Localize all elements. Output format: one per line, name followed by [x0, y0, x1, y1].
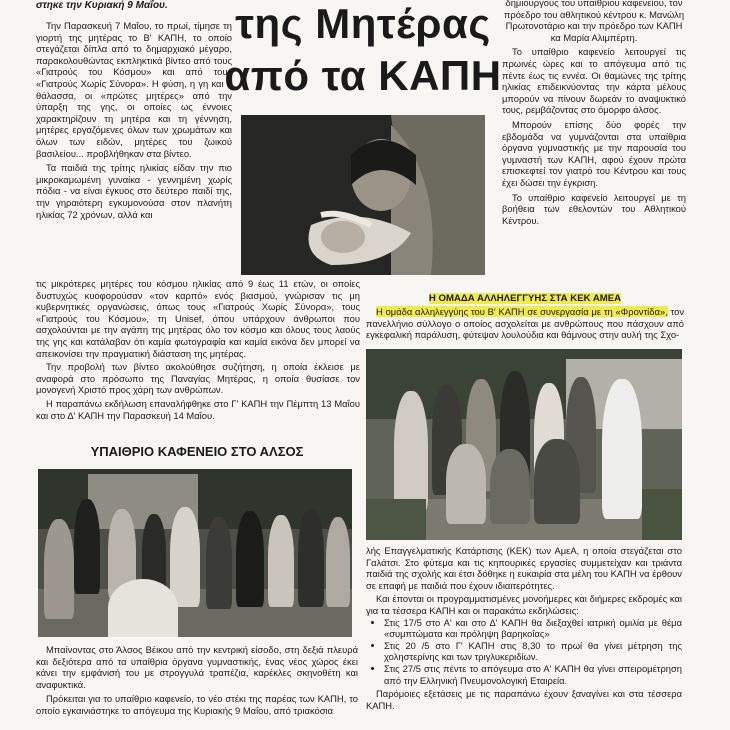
paragraph: Το υπαίθριο καφενείο λειτουργεί τις πρωινές ώρες και το απόγευμα από τις πέντε έως τις εννέα. Οι θαμώνες της τρίτης ηλικίας επιδεικνύοντας την κάρτα μέλους μπορούν να πίνουν δωρεάν το αναψυκτικό τους, ρεμβάζοντας στο όμορφο άλσος.: [502, 46, 686, 116]
paragraph: Πρόκειται για το υπαίθριο καφενείο, το νέο στέκι της παρέας των ΚΑΠΗ, το οποίο εγκαινιάστηκε το απόγευμα της Κυριακής 9 Μαΐου, από τριακόσια: [36, 693, 358, 716]
mother-and-baby-photo: [241, 115, 485, 275]
cafe-text-block: [36, 644, 358, 730]
headline-line-1: της Μητέρας: [235, 0, 491, 47]
person-figure: [206, 517, 232, 609]
highlighted-text: Η ομάδα αλληλεγγύης του Β' ΚΑΠΗ σε συνεργασία με τη «Φροντίδα»,: [376, 306, 668, 317]
subtitle-fragment: στηκε την Κυριακή 9 Μαΐου.: [36, 0, 168, 11]
intro-rest: τον πανελλήνιο σύλλογο ο οποίος ασχολείται με ανθρώπους που πάσχουν από εγκεφαλική παράλυση, φύτεψαν λουλούδια και θάμνους στην αυλή της Σχο-: [366, 306, 684, 341]
paragraph: Η παραπάνω εκδήλωση επαναλήφθηκε στο Γ' ΚΑΠΗ την Πέμπτη 13 Μαΐου και στο Δ' ΚΑΠΗ την Παρασκευή 14 Μαΐου.: [36, 397, 360, 421]
paragraph: τις μικρότερες μητέρες του κόσμου ηλικίας από 9 έως 11 ετών, οι οποίες δυστυχώς κυοφορούσαν «τον καρπό» ενός βιασμού, γνώρισαν τις μη κυβερνητικές οργανώσεις, όπως τους «Γιατρούς Χωρίς Σύνορα», τους «Γιατρούς του Κόσμου», τη Unisef, όπου υπάρχουν άνθρωποι που ασχολούνται με την αγάπη της μητέρας όλο τον κόσμο και όλους τους λαούς της γης και κατάλαβαν ότι καμία φωτογραφία και καμία εικόνα δεν μπορεί να απεικονίσει την πραγματική διάσταση της μητέρας.: [36, 278, 360, 359]
person-figure: [298, 509, 324, 607]
person-figure: [446, 444, 486, 524]
middle-text-block: [36, 278, 360, 436]
person-figure: [534, 439, 580, 524]
list-item: • Στις 20 /5 στο Γ' ΚΑΠΗ στις 8,30 το πρωί θα γίνει μέτρηση της χοληστερίνης και των τριγλυκεριδίων.: [384, 640, 682, 663]
paragraph: Μπαίνοντας στο Άλσος Βέικου από την κεντρική είσοδο, στη δεξιά πλευρά και δεξιότερα από τα υπαίθρια όργανα γυμναστικής, ένας νέος χώρος έκει κάνει την εμφάνισή του με στρογγυλά τραπέζια, καρέκλες σκηνοθέτη και αναφυκτικά.: [36, 644, 358, 690]
foreground-head: [108, 579, 178, 637]
paragraph: Την προβολή των βίντεο ακολούθησε συζήτηση, η οποία έκλεισε με αναφορά στο πρόσωπο της Παναγίας Μητέρας, η οποία θυσίασε τον μονογενή Χριστό προς χάρη των ανθρώπων.: [36, 361, 360, 396]
paragraph: Μπορούν επίσης δύο φορές την εβδομάδα να γυμνάζονται στα υπαίθρια όργανα γυμναστικής με την παρουσία του γυμναστή των ΚΑΠΗ, αφού έχουν πρώτα επισκεφτεί τον γιατρό του Κέντρου και τους έχει δώσει την έγκριση.: [502, 118, 686, 188]
amea-intro: [366, 306, 684, 346]
paragraph: Και έπονται οι προγραμματισμένες μονοήμερες και διήμερες εκδρομές και για τα τέσσερα ΚΑΠΗ και οι παρακάτω εκδηλώσεις:: [366, 593, 682, 616]
person-figure: [490, 449, 530, 524]
paragraph: Την Παρασκευή 7 Μαΐου, το πρωί, τίμησε τη γιορτή της μητέρας το Β' ΚΑΠΗ, το οποίο στεγάζεται δίπλα από το δημαρχιακό μέγαρο, παρακολουθώντας εκπληκτικά βίντεο από τους «Γιατρούς του Κόσμου» και από τους «Γιατρούς Χωρίς Σύνορα». Η φύση, η γη και η θάλασσα, οι «πρώτες μητέρες» από την ύπαρξη της γης, οι οποίες ως έννοιες χαρακτηρίζουν τη μητέρα και τη γέννηση, μητέρες εργαζόμενες όλων των χρωμάτων και όλων των ειδών, μητέρες του ζωικού βασιλείου... προβλήθηκαν στα βίντεο.: [36, 20, 232, 159]
amea-heading-text: Η ΟΜΑΔΑ ΑΛΛΗΛΕΓΓΥΗΣ ΣΤΑ ΚΕΚ ΑΜΕΑ: [428, 293, 622, 304]
person-figure: [602, 379, 642, 519]
outdoor-cafe-photo: [38, 469, 352, 637]
person-figure: [268, 515, 294, 607]
person-figure: [74, 499, 100, 594]
mother-and-baby-illustration: [241, 115, 485, 275]
list-item: • Στις 27/5 στις πέντε το απόγευμα στο Α' ΚΑΠΗ θα γίνει σπειρομέτρηση από την Ελληνική Πνευμονολογική Εταιρεία.: [384, 663, 682, 686]
person-figure: [170, 507, 200, 607]
person-figure: [326, 517, 350, 607]
paragraph: λής Επαγγελματικής Κατάρτισης (ΚΕΚ) των ΑμεΑ, η οποία στεγάζεται στο Γαλάτσι. Στο φύτεμα και τις κηπουρικές εργασίες συμμετείχαν και τριάντα παιδιά της σχολής και έτσι δόθηκε η ευκαιρία στα μέλη του ΚΑΠΗ να έρθουν σε επαφή με παιδιά που έχουν ιδιαιτερότητες.: [366, 545, 682, 591]
paragraph: δημιουργούς του υπαίθριου καφενείου, τον πρόεδρο του αθλητικού κέντρου κ. Μανώλη Πρωτονοτάριο και την πρόεδρο των ΚΑΠΗ κα Μαρία Αλιμπέρτη.: [503, 0, 685, 43]
right-column: [502, 0, 686, 282]
left-column: [36, 20, 232, 278]
person-figure: [44, 519, 74, 619]
flower-bed: [642, 489, 682, 540]
person-figure: [236, 511, 264, 607]
amea-section-heading: [366, 293, 684, 305]
person-figure: [394, 391, 428, 511]
cafe-section-heading: ΥΠΑΙΘΡΙΟ ΚΑΦΕΝΕΙΟ ΣΤΟ ΑΛΣΟΣ: [90, 444, 304, 459]
paragraph: Το υπαίθριο καφενείο λειτουργεί με τη βοήθεια των εθελοντών του Αθλητικού Κέντρου.: [502, 191, 686, 226]
events-list: [366, 617, 682, 687]
paragraph: Τα παιδιά της τρίτης ηλικίας είδαν την πιο μικροκαμωμένη γυναίκα - γεννημένη χωρίς πόδια - να είναι έγκυος στο δεύτερο παιδί της, την γηραιότερη εγκυμονούσα στον πλανήτη ηλικίας 72 χρόνων, αλλά και: [36, 162, 232, 220]
flower-bed: [366, 499, 426, 540]
group-garden-photo: [366, 349, 682, 540]
amea-text-block: [366, 545, 682, 730]
headline-line-2: από τα ΚΑΠΗ: [224, 52, 502, 99]
list-item: • Στις 17/5 στο Α' και στο Δ' ΚΑΠΗ θα διεξαχθεί ιατρική ομιλία με θέμα «συμπτώματα και πρόληψη βαρηκοΐας»: [384, 617, 682, 640]
paragraph: Παρόμοιες εξετάσεις με τις παραπάνω έχουν ξαναγίνει και στα τέσσερα ΚΑΠΗ.: [366, 688, 682, 711]
paragraph: [366, 306, 684, 341]
